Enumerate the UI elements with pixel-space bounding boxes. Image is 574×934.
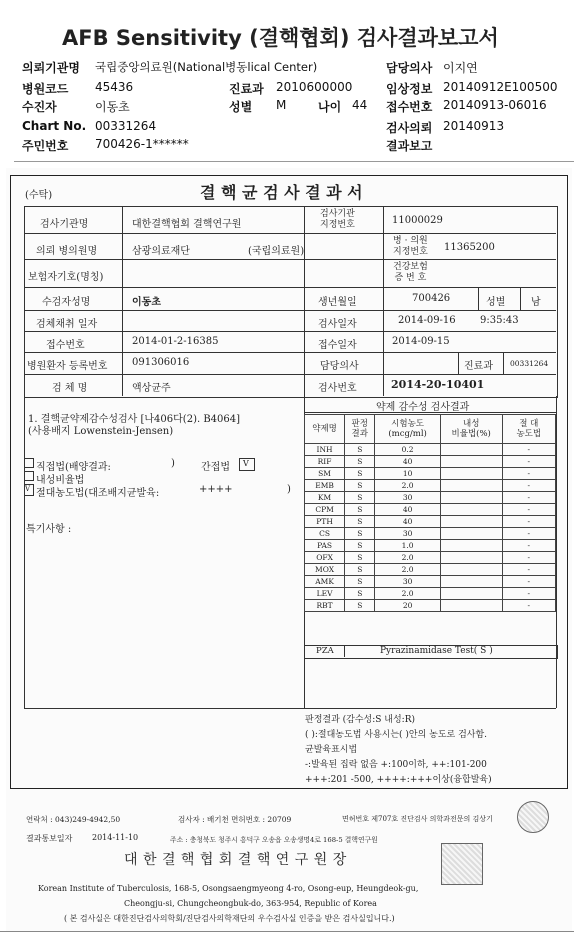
- doc-sex-label: 성별: [486, 297, 506, 308]
- direct-label: 직접법(배양결과:: [36, 462, 111, 473]
- column-header: 약제명: [305, 415, 345, 444]
- table-cell: [440, 468, 502, 480]
- column-header: 판정 결과: [345, 415, 375, 444]
- clinical-value: 20140912E100500: [443, 80, 558, 94]
- report-title: AFB Sensitivity (결핵협회) 검사결과보고서: [62, 26, 499, 50]
- bottom-edge: [0, 931, 574, 932]
- req-hosp-label: 의뢰 병의원명: [36, 246, 98, 257]
- reg-no-label: 병원환자 등록번호: [27, 361, 108, 372]
- age-value: 44: [352, 98, 368, 112]
- table-cell: 2.0: [375, 564, 440, 576]
- request-value: 20140913: [443, 119, 505, 133]
- table-cell: 40: [375, 504, 440, 516]
- direct-checkbox[interactable]: [24, 458, 34, 468]
- table-cell: S: [345, 528, 375, 540]
- collect-date-label: 검체채취 일자: [36, 319, 98, 330]
- table-row: [305, 516, 556, 528]
- table-cell: -: [502, 480, 555, 492]
- table-row: [305, 588, 556, 600]
- table-cell: -: [502, 516, 555, 528]
- table-cell: [440, 588, 502, 600]
- doc-doctor-label: 담당의사: [320, 361, 359, 372]
- table-cell: LEV: [305, 588, 345, 600]
- receipt-no-value: 20140913-06016: [443, 98, 547, 112]
- table-cell: [440, 540, 502, 552]
- table-row: [305, 504, 556, 516]
- table-cell: 30: [375, 528, 440, 540]
- grid-line: [304, 412, 556, 413]
- absolute-value: ++++: [199, 484, 233, 495]
- section-bottom: [24, 708, 556, 709]
- grid-line: [24, 331, 556, 332]
- grid-line: [24, 287, 556, 288]
- table-cell: [440, 480, 502, 492]
- table-cell: 40: [375, 516, 440, 528]
- table-row: [305, 480, 556, 492]
- table-cell: S: [345, 552, 375, 564]
- absolute-label: 절대농도법(대조배지균발육:: [36, 488, 160, 499]
- absolute-check-mark: V: [25, 485, 31, 493]
- result-report-label: 결과보고: [386, 139, 433, 153]
- address-en-1: Korean Institute of Tuberculosis, 168-5, Osongsaengmyeong 4-ro, Osong-eup, Heungdeok-gu,: [38, 884, 419, 893]
- table-row: [305, 540, 556, 552]
- interpretation-line-5: +++:201 -500, ++++:+++이상(융합발육): [305, 775, 492, 785]
- table-cell: S: [345, 516, 375, 528]
- specimen-label: 검 체 명: [52, 383, 88, 394]
- doc-receipt-no-label: 접수번호: [46, 340, 85, 351]
- table-cell: EMB: [305, 480, 345, 492]
- chart-no-label: Chart No.: [22, 119, 87, 133]
- license-seal-icon: [517, 801, 549, 833]
- interpretation-line-4: -:발육된 집락 없음 +:100이하, ++:101-200: [305, 760, 487, 770]
- table-cell: SM: [305, 468, 345, 480]
- table-cell: [440, 552, 502, 564]
- table-cell: S: [345, 504, 375, 516]
- table-cell: [440, 564, 502, 576]
- column-header: 절 대 농도법: [502, 415, 555, 444]
- hosp-no-value: 11365200: [444, 242, 495, 253]
- table-cell: -: [502, 564, 555, 576]
- table-cell: S: [345, 480, 375, 492]
- specimen-value: 액상균주: [132, 383, 171, 394]
- institution-value: 국립중앙의료원(National병동lical Center): [95, 60, 318, 74]
- grid-line: [24, 259, 556, 260]
- table-cell: PTH: [305, 516, 345, 528]
- table-cell: 2.0: [375, 480, 440, 492]
- chart-no-value: 00331264: [95, 119, 157, 133]
- patient-label: 수진자: [22, 100, 57, 114]
- remarks-label: 특기사항 :: [26, 524, 72, 535]
- table-row: [305, 576, 556, 588]
- table-row: [305, 528, 556, 540]
- receipt-date-label: 접수일자: [318, 340, 357, 351]
- table-cell: KM: [305, 492, 345, 504]
- doctor-value: 이지연: [443, 61, 478, 75]
- lab-no-label: 검사기관 지정번호: [320, 209, 355, 230]
- address-kr: 주소 : 충청북도 청주시 흥덕구 오송읍 오송생명4로 168-5 결핵연구원: [170, 836, 378, 844]
- section-border-left: [24, 396, 25, 708]
- grid-line: [24, 374, 556, 375]
- sex-label: 성별: [229, 100, 253, 114]
- section-border-right: [556, 396, 557, 708]
- table-cell: -: [502, 492, 555, 504]
- grid-line: [383, 287, 384, 396]
- table-cell: [440, 576, 502, 588]
- table-cell: 2.0: [375, 588, 440, 600]
- lab-name-label: 검사기관명: [40, 219, 89, 230]
- resident-no-value: 700426-1******: [95, 137, 189, 151]
- header-divider: [14, 161, 574, 162]
- reg-no-value: 091306016: [132, 357, 190, 368]
- table-cell: -: [502, 540, 555, 552]
- table-cell: 30: [375, 492, 440, 504]
- table-row: [305, 444, 556, 456]
- grid-line: [24, 233, 556, 234]
- doc-sex-value: 남: [531, 297, 541, 308]
- hospital-code-value: 45436: [95, 80, 134, 94]
- age-label: 나이: [318, 100, 342, 114]
- column-header: 내성 비율법(%): [440, 415, 502, 444]
- table-cell: 30: [375, 576, 440, 588]
- receipt-mark: (수탁): [25, 190, 53, 201]
- pza-label: PZA: [316, 646, 334, 656]
- doctor-label: 담당의사: [386, 61, 433, 75]
- hosp-no-label: 병 · 의원 지정번호: [393, 236, 428, 257]
- interpretation-line-1: 판정결과 (감수성:S 내성:R): [305, 715, 415, 725]
- table-cell: -: [502, 444, 555, 456]
- table-cell: -: [502, 552, 555, 564]
- report-date-label: 결과통보일자: [26, 834, 73, 843]
- table-cell: 2.0: [375, 552, 440, 564]
- req-hosp-note: (국립의료원): [248, 246, 305, 257]
- birth-value: 700426: [412, 293, 451, 304]
- table-cell: CS: [305, 528, 345, 540]
- grid-line: [24, 352, 556, 353]
- official-seal-icon: [441, 843, 483, 885]
- address-en-2: Cheongju-si, Chungcheongbuk-do, 363-954, Republic of Korea: [124, 899, 377, 908]
- table-cell: RIF: [305, 456, 345, 468]
- test-time-value: 9:35:43: [480, 315, 519, 326]
- grid-line: [478, 287, 479, 310]
- table-cell: 20: [375, 600, 440, 612]
- dept-value: 2010600000: [276, 80, 353, 94]
- grid-line: [344, 645, 345, 657]
- resident-no-label: 주민번호: [22, 139, 69, 153]
- table-cell: -: [502, 456, 555, 468]
- table-cell: S: [345, 588, 375, 600]
- indirect-label: 간접법: [201, 462, 230, 473]
- sex-value: M: [276, 98, 287, 112]
- grid-line: [122, 206, 123, 396]
- insurance-no-label: 건강보험 증 번 호: [393, 262, 428, 283]
- table-cell: 1.0: [375, 540, 440, 552]
- patient-name-label: 수검자성명: [42, 297, 91, 308]
- interpretation-line-3: 균발육표시법: [305, 745, 358, 755]
- table-cell: AMK: [305, 576, 345, 588]
- table-cell: S: [345, 468, 375, 480]
- table-cell: -: [502, 504, 555, 516]
- table-cell: 0.2: [375, 444, 440, 456]
- clinical-label: 임상정보: [386, 82, 433, 96]
- doc-dept-value: 00331264: [510, 359, 549, 368]
- table-cell: [440, 492, 502, 504]
- method-line-2: (사용배지 Lowenstein-Jensen): [28, 426, 174, 437]
- table-row: [305, 600, 556, 612]
- receipt-date-value: 2014-09-15: [392, 336, 450, 347]
- license-line: 면허번호 제707호 진단검사 의학과전문의 김상기: [342, 815, 493, 823]
- table-cell: PAS: [305, 540, 345, 552]
- test-date-value: 2014-09-16: [398, 315, 456, 326]
- receipt-no-label: 접수번호: [386, 100, 433, 114]
- table-cell: -: [502, 588, 555, 600]
- test-no-value: 2014-20-10401: [391, 378, 485, 391]
- insurer-label: 보험자기호(명칭): [28, 272, 104, 283]
- table-row: [305, 552, 556, 564]
- table-cell: S: [345, 444, 375, 456]
- direct-close: ): [171, 458, 175, 469]
- grid-line: [503, 352, 504, 374]
- table-cell: [440, 600, 502, 612]
- indirect-checkbox[interactable]: [239, 458, 255, 471]
- table-cell: INH: [305, 444, 345, 456]
- table-cell: -: [502, 576, 555, 588]
- table-cell: [440, 504, 502, 516]
- pza-value: Pyrazinamidase Test( S ): [380, 646, 493, 656]
- table-cell: [440, 528, 502, 540]
- method-line-1: 1. 결핵균약제감수성검사 [나406다(2). B4064]: [28, 414, 241, 425]
- table-cell: S: [345, 456, 375, 468]
- institution-label: 의뢰기관명: [22, 61, 80, 75]
- grid-line: [304, 206, 305, 396]
- request-label: 검사의뢰: [386, 121, 433, 135]
- grid-line: [520, 287, 521, 310]
- grid-line: [24, 310, 556, 311]
- test-date-label: 검사일자: [318, 319, 357, 330]
- patient-name-value: 이동초: [132, 297, 161, 308]
- req-hosp-value: 삼광의료재단: [132, 246, 190, 257]
- lab-no-value: 11000029: [392, 215, 443, 226]
- table-cell: -: [502, 528, 555, 540]
- table-cell: -: [502, 600, 555, 612]
- table-cell: OFX: [305, 552, 345, 564]
- table-row: [305, 456, 556, 468]
- indirect-check-mark: V: [243, 459, 249, 468]
- birth-label: 생년월일: [318, 297, 357, 308]
- sensitivity-table: [304, 414, 556, 612]
- cert-note: ( 본 검사실은 대한진단검사의학회/진단검사의학재단의 우수검사실 인증을 받은 검사실입니다.): [64, 914, 395, 923]
- patient-value: 이동초: [95, 100, 130, 114]
- grid-line: [383, 206, 384, 287]
- table-cell: [440, 456, 502, 468]
- grid-line: [458, 352, 459, 374]
- table-cell: 40: [375, 456, 440, 468]
- column-header: 시험농도 (mcg/ml): [375, 415, 440, 444]
- result-section-title: 약제 감수성 검사결과: [376, 402, 470, 413]
- ratio-label: 내성비율법: [36, 475, 85, 486]
- document-title: 결 핵 균 검 사 결 과 서: [200, 183, 363, 202]
- table-cell: S: [345, 600, 375, 612]
- table-cell: S: [345, 564, 375, 576]
- hospital-code-label: 병원코드: [22, 82, 69, 96]
- table-cell: [440, 444, 502, 456]
- dept-label: 진료과: [229, 82, 264, 96]
- table-cell: [440, 516, 502, 528]
- table-cell: S: [345, 492, 375, 504]
- table-cell: 10: [375, 468, 440, 480]
- table-cell: S: [345, 540, 375, 552]
- doc-receipt-no-value: 2014-01-2-16385: [132, 336, 219, 347]
- examiner-line: 검사자 : 배기천 면허번호 : 20709: [178, 815, 292, 824]
- report-date-value: 2014-11-10: [92, 833, 139, 842]
- doc-dept-label: 진료과: [464, 361, 493, 372]
- org-name-kr: 대 한 결 핵 협 회 결 핵 연 구 원 장: [124, 852, 347, 868]
- table-row: [305, 468, 556, 480]
- contact-line: 연락처 : 043)249-4942,50: [26, 815, 121, 824]
- ratio-checkbox[interactable]: [24, 471, 34, 481]
- test-no-label: 검사번호: [318, 383, 357, 394]
- absolute-close: ): [287, 484, 291, 495]
- table-cell: RBT: [305, 600, 345, 612]
- table-cell: S: [345, 576, 375, 588]
- table-row: [305, 492, 556, 504]
- absolute-checkbox[interactable]: [24, 484, 34, 496]
- table-cell: -: [502, 468, 555, 480]
- table-cell: MOX: [305, 564, 345, 576]
- table-cell: CPM: [305, 504, 345, 516]
- table-row: [305, 564, 556, 576]
- lab-name-value: 대한결핵협회 결핵연구원: [132, 219, 242, 230]
- interpretation-line-2: ( ):절대농도법 사용시는( )안의 농도로 검사함.: [305, 730, 488, 740]
